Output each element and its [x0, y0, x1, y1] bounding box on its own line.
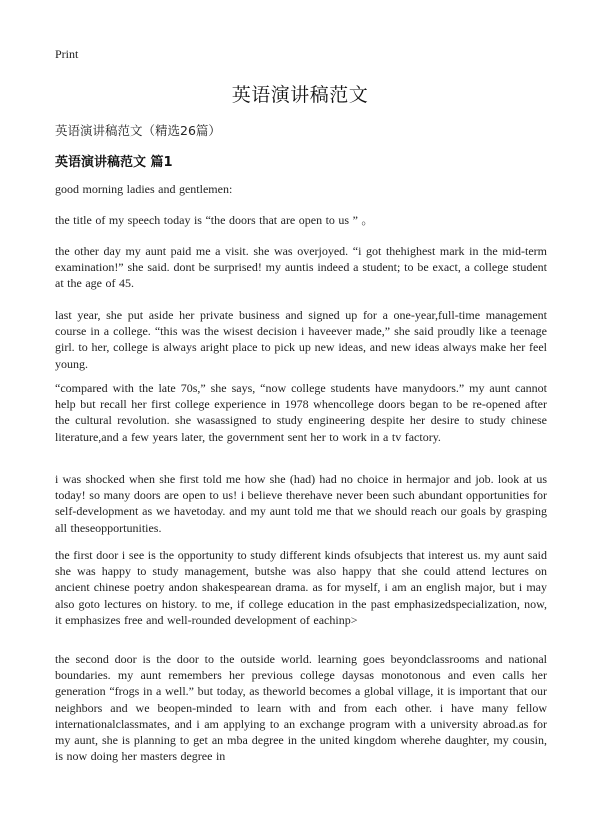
paragraph: the first door i see is the opportunity to study different kinds ofsubjects that interest us. my aunt said she was happy to study management, butshe was also happy that she could attend lectures on ancient chinese poetry andon shakespearean drama. as for myself, i am an english major, but i may also goto lectures on history. to me, if college education in the past emphasizedspecialization, now, it emphasizes free and well-rounded development of eachinp>: [55, 548, 547, 627]
print-link[interactable]: Print: [55, 47, 79, 61]
paragraph-greeting: good morning ladies and gentlemen:: [55, 182, 233, 196]
paragraph: the other day my aunt paid me a visit. she was overjoyed. “i got thehighest mark in the mid-term examination!” she said. dont be surprised! my auntis indeed a student; to be exact, a college student at the age of 45.: [55, 244, 547, 291]
paragraph-title-line: the title of my speech today is “the doors that are open to us ” 。: [55, 213, 374, 227]
paragraph: last year, she put aside her private business and signed up for a one-year,full-time management course in a college. “this was the wisest decision i haveever made,” she said proudly like a teenage girl. to her, college is always aright place to pick up new ideas, and new ideas always make her feel young.: [55, 308, 547, 371]
document-subtitle: 英语演讲稿范文（精选26篇）: [55, 123, 221, 138]
paragraph: “compared with the late 70s,” she says, “now college students have manydoors.” my aunt cannot help but recall her first college experience in 1978 whencollege doors began to be re-opened after the cultural revolution. she wasassigned to study engineering despite her desire to study chinese literature,and a few years later, the government sent her to work in a tv factory.: [55, 381, 547, 444]
document-title: 英语演讲稿范文: [231, 84, 369, 106]
paragraph: i was shocked when she first told me how she (had) had no choice in hermajor and job. look at us today! so many doors are open to us! i believe therehave never been such abundant opportunities for self-development as we havetoday. and my aunt told me that we should reach our goals by grasping all theseopportunities.: [55, 472, 547, 535]
section-heading: 英语演讲稿范文 篇1: [55, 155, 173, 170]
paragraph: the second door is the door to the outside world. learning goes beyondclassrooms and national boundaries. my aunt remembers her previous college daysas monotonous and even calls her generation “frogs in a well.” but today, as theworld becomes a global village, it is important that our neighbors and we beopen-minded to learn with and from each other. i have many fellow internationalclassmates, and i am applying to an exchange program with a university abroad.as for my aunt, she is planning to get an mba degree in the united kingdom wherehe daughter, my cousin, is now doing her masters degree in: [55, 652, 547, 764]
